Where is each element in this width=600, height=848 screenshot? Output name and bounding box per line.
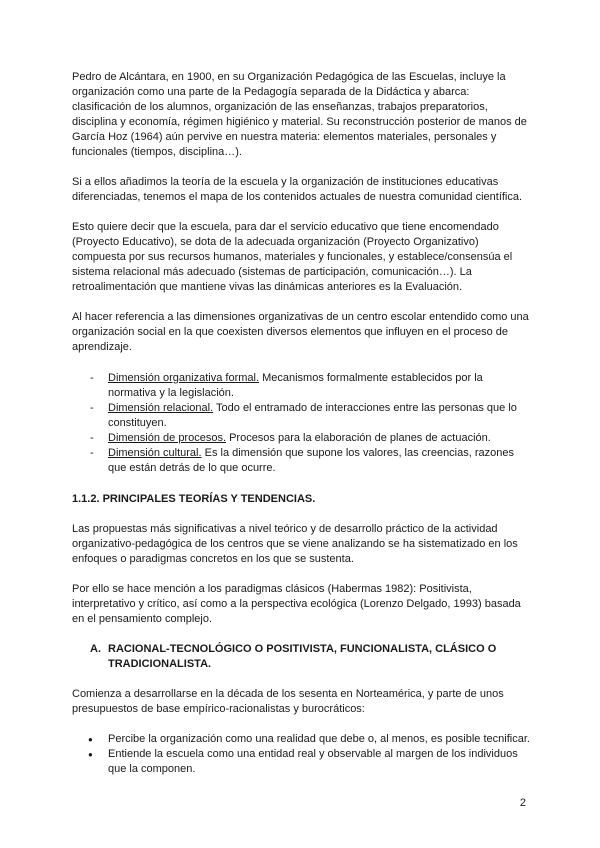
dimension-term: Dimensión cultural. (108, 447, 202, 459)
section-heading: 1.1.2. PRINCIPALES TEORÍAS Y TENDENCIAS. (72, 493, 316, 505)
paragraph-dimensiones: Al hacer referencia a las dimensiones organizativas de un centro escolar entendido como una organización social en la que coexisten diversos elementos que influyen en el proceso de aprendizaje. (72, 311, 529, 353)
paragraph-comienza: Comienza a desarrollarse en la década de los sesenta en Norteamérica, y parte de unos presupuestos de base empírico-racionalistas y burocráticos: (72, 688, 504, 715)
dimension-term: Dimensión de procesos. (108, 432, 227, 444)
list-item (72, 401, 530, 431)
list-item: ● Entiende la escuela como una entidad real y observable al margen de los individuos que la componen. (72, 747, 530, 777)
dimensions-list (72, 371, 530, 476)
dimension-text: Todo el entramado de interacciones entre las personas que lo constituyen. (108, 402, 517, 429)
dimension-text: Mecanismos formalmente establecidos por la normativa y la legislación. (108, 372, 483, 399)
list-item (72, 431, 530, 446)
document-body (72, 70, 530, 777)
paragraph-paradigmas: Por ello se hace mención a los paradigmas clásicos (Habermas 1982): Positivista, interpretativo y crítico, así como a la perspectiva ecológica (Lorenzo Delgado, 1993) basada en el pensamiento complejo. (72, 583, 521, 625)
page-number: 2 (519, 797, 526, 809)
subheading-text: RACIONAL-TECNOLÓGICO O POSITIVISTA, FUNCIONALISTA, CLÁSICO O TRADICIONALISTA. (108, 643, 497, 670)
dimension-term: Dimensión organizativa formal. (108, 372, 260, 384)
paragraph-propuestas: Las propuestas más significativas a nivel teórico y de desarrollo práctico de la actividad organizativo-pedagógica de los centros que se viene analizando se ha sistematizado en los enfoques o paradigmas concretos en los que se sustenta. (72, 523, 518, 565)
subheading-letter: A. (90, 643, 101, 655)
dimension-text: Es la dimensión que supone los valores, las creencias, razones que están detrás de lo que ocurre. (108, 447, 514, 474)
paragraph-alcantara: Pedro de Alcántara, en 1900, en su Organización Pedagógica de las Escuelas, incluye la organización como una parte de la Pedagogía separada de la Didáctica y abarca: clasificación de los alumnos, organización de las enseñanzas, trabajos preparatorios, disciplina y economía, régimen higiénico y material. Su reconstrucción posterior de manos de García Hoz (1964) aún pervive en nuestra materia: elementos materiales, personales y funcionales (tiempos, disciplina…). (72, 71, 527, 158)
dimension-text: Procesos para la elaboración de planes de actuación. (226, 432, 491, 444)
paragraph-teoria: Si a ellos añadimos la teoría de la escuela y la organización de instituciones educativas diferenciadas, tenemos el mapa de los contenidos actuales de nuestra comunidad científica. (72, 176, 523, 203)
list-item: ● Percibe la organización como una realidad que debe o, al menos, es posible tecnificar. (72, 732, 530, 747)
list-item (72, 446, 530, 476)
dimension-term: Dimensión relacional. (108, 402, 214, 414)
bullet-list (72, 732, 530, 777)
subheading-a (72, 642, 530, 672)
paragraph-escuela: Esto quiere decir que la escuela, para dar el servicio educativo que tiene encomendado (Proyecto Educativo), se dota de la adecuada organización (Proyecto Organizativo) compuesta por sus recursos humanos, materiales y funcionales, y establece/consensúa el sistema relacional más adecuado (sistemas de participación, comunicación…). La retroalimentación que mantiene vivas las dinámicas anteriores es la Evaluación. (72, 221, 513, 293)
list-item (72, 371, 530, 401)
